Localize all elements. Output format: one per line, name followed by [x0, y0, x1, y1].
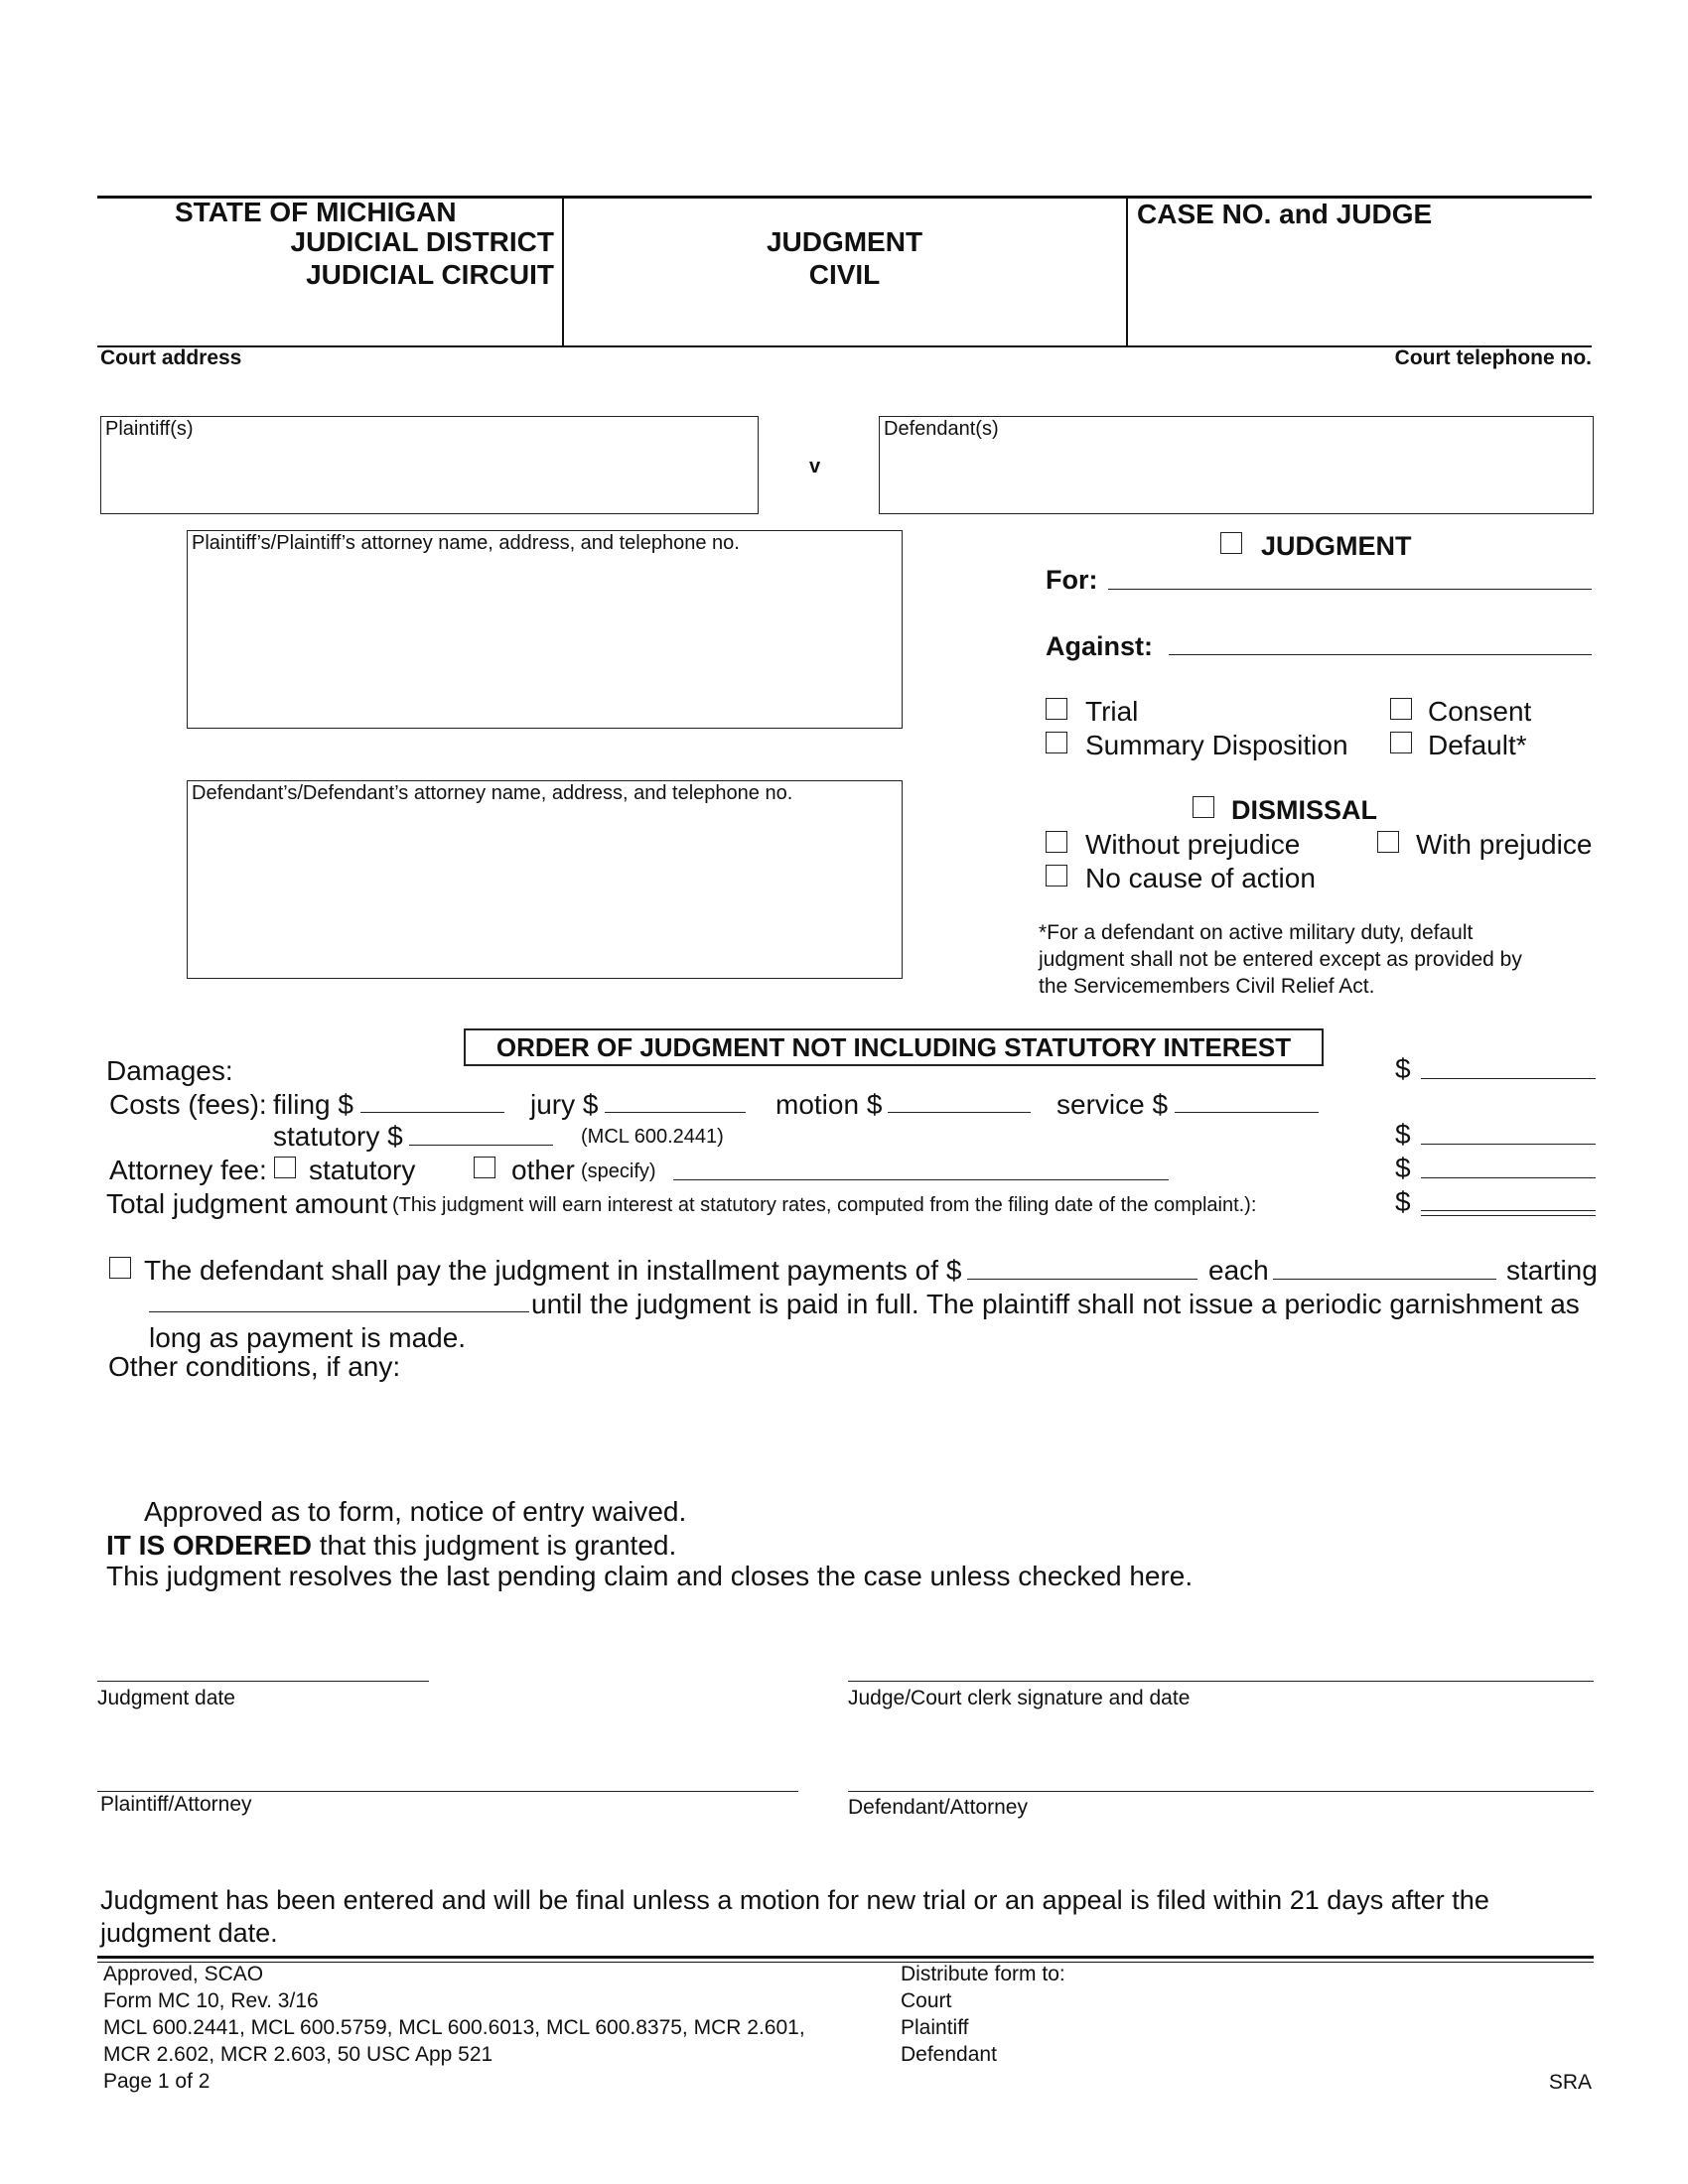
judgment-date-label: Judgment date	[97, 1687, 235, 1709]
final-notice-line2: judgment date.	[100, 1918, 278, 1948]
with-prejudice-checkbox[interactable]	[1377, 831, 1399, 853]
attorney-fee-label: Attorney fee:	[109, 1155, 267, 1185]
starting-label: starting	[1506, 1255, 1598, 1286]
for-label: For:	[1046, 565, 1098, 595]
other-conditions-label: Other conditions, if any:	[108, 1351, 401, 1382]
for-line[interactable]	[1108, 589, 1592, 590]
form-title-judgment: JUDGMENT	[766, 226, 923, 257]
court-telephone-label: Court telephone no.	[1394, 346, 1592, 369]
defendant-attorney-line[interactable]	[848, 1791, 1594, 1792]
footer-page: Page 1 of 2	[103, 2070, 211, 2093]
installment-text: The defendant shall pay the judgment in installment payments of $	[144, 1255, 962, 1286]
attorney-fee-other-label: other	[511, 1155, 575, 1185]
trial-checkbox[interactable]	[1046, 698, 1067, 720]
costs-dollar: $	[1395, 1119, 1411, 1150]
footer-court: Court	[901, 1989, 952, 2012]
service-label: service $	[1056, 1089, 1169, 1120]
defendant-attorney-box[interactable]	[187, 780, 903, 979]
total-dollar: $	[1395, 1186, 1411, 1217]
judge-signature-label: Judge/Court clerk signature and date	[848, 1687, 1191, 1709]
versus-label: v	[809, 456, 821, 478]
judgment-date-line[interactable]	[97, 1681, 429, 1682]
plaintiff-attorney-line[interactable]	[97, 1791, 798, 1792]
no-cause-label: No cause of action	[1085, 863, 1316, 893]
against-line[interactable]	[1169, 654, 1592, 655]
footer-distribute: Distribute form to:	[901, 1963, 1065, 1985]
ordered-rest: that this judgment is granted.	[311, 1530, 677, 1561]
total-judgment-label: Total judgment amount	[106, 1188, 388, 1219]
footer-mcl-line1: MCL 600.2441, MCL 600.5759, MCL 600.6013, MCL 600.8375, MCR 2.601,	[103, 2016, 805, 2039]
damages-label: Damages:	[106, 1055, 233, 1086]
against-label: Against:	[1046, 631, 1153, 661]
service-line[interactable]	[1175, 1112, 1319, 1113]
damages-dollar: $	[1395, 1053, 1411, 1084]
footer-mcl-line2: MCR 2.602, MCR 2.603, 50 USC App 521	[103, 2043, 493, 2066]
jury-label: jury $	[530, 1089, 599, 1120]
defendants-box[interactable]	[879, 416, 1594, 514]
statutory-line[interactable]	[409, 1145, 553, 1146]
defendant-attorney-sig-label: Defendant/Attorney	[848, 1796, 1028, 1819]
defendant-attorney-label: Defendant’s/Defendant’s attorney name, address, and telephone no.	[192, 782, 793, 804]
total-amount-line[interactable]	[1421, 1210, 1596, 1211]
district-label: JUDICIAL DISTRICT	[290, 226, 554, 257]
circuit-label: JUDICIAL CIRCUIT	[306, 259, 554, 290]
form-title-civil: CIVIL	[808, 259, 881, 290]
trial-label: Trial	[1085, 696, 1139, 727]
attorney-fee-statutory-label: statutory	[309, 1155, 416, 1185]
installment-text-2: until the judgment is paid in full. The plaintiff shall not issue a periodic garnishment as	[531, 1289, 1580, 1319]
specify-line[interactable]	[673, 1179, 1169, 1180]
case-no-label: CASE NO. and JUDGE	[1137, 199, 1433, 229]
plaintiffs-label: Plaintiff(s)	[105, 418, 194, 440]
ordered-bold: IT IS ORDERED	[106, 1530, 312, 1561]
starting-date-line[interactable]	[149, 1311, 529, 1312]
dismissal-checkbox[interactable]	[1193, 796, 1214, 818]
military-note-line3: the Servicemembers Civil Relief Act.	[1039, 975, 1375, 998]
judgment-checkbox[interactable]	[1220, 532, 1242, 554]
installment-checkbox[interactable]	[109, 1257, 131, 1279]
total-amount-double-line	[1421, 1215, 1596, 1216]
approved-form-text: Approved as to form, notice of entry waived.	[144, 1496, 687, 1527]
installment-amount-line[interactable]	[967, 1279, 1197, 1280]
header-bottom-rule	[97, 345, 1592, 347]
attorney-fee-amount-line[interactable]	[1421, 1177, 1596, 1178]
default-checkbox[interactable]	[1390, 732, 1412, 753]
default-label: Default*	[1428, 730, 1527, 760]
attorney-fee-other-checkbox[interactable]	[474, 1157, 495, 1178]
ordered-text	[106, 1530, 676, 1562]
without-prejudice-checkbox[interactable]	[1046, 831, 1067, 853]
attorney-fee-dollar: $	[1395, 1153, 1411, 1183]
footer-code: SRA	[1548, 2071, 1592, 2094]
consent-checkbox[interactable]	[1390, 698, 1412, 720]
mcl-label: (MCL 600.2441)	[581, 1126, 724, 1148]
defendants-label: Defendant(s)	[884, 418, 999, 440]
order-title-box	[464, 1028, 1324, 1066]
dismissal-heading: DISMISSAL	[1231, 795, 1378, 825]
filing-line[interactable]	[360, 1112, 504, 1113]
filing-label: filing $	[273, 1089, 353, 1120]
each-line[interactable]	[1273, 1279, 1496, 1280]
footer-rule-thin	[97, 1962, 1594, 1963]
motion-line[interactable]	[888, 1112, 1031, 1113]
judge-signature-line[interactable]	[848, 1681, 1594, 1682]
plaintiff-attorney-sig-label: Plaintiff/Attorney	[100, 1793, 252, 1816]
footer-defendant: Defendant	[901, 2043, 997, 2066]
resolves-text: This judgment resolves the last pending claim and closes the case unless checked here.	[106, 1561, 1194, 1591]
damages-amount-line[interactable]	[1421, 1078, 1596, 1079]
court-address-label: Court address	[100, 346, 242, 369]
statutory-dollar-label: statutory $	[273, 1121, 403, 1152]
summary-disposition-label: Summary Disposition	[1085, 730, 1348, 760]
plaintiff-attorney-label: Plaintiff’s/Plaintiff’s attorney name, address, and telephone no.	[192, 532, 740, 554]
judgment-heading: JUDGMENT	[1261, 531, 1412, 561]
costs-amount-line[interactable]	[1421, 1144, 1596, 1145]
specify-label: (specify)	[581, 1160, 656, 1182]
costs-label: Costs (fees):	[109, 1089, 267, 1120]
header-divider-right	[1126, 198, 1128, 346]
without-prejudice-label: Without prejudice	[1085, 829, 1301, 860]
plaintiff-attorney-box[interactable]	[187, 530, 903, 729]
military-note-line1: *For a defendant on active military duty, default	[1039, 921, 1474, 944]
total-judgment-note: (This judgment will earn interest at statutory rates, computed from the filing date of the complaint.):	[392, 1194, 1257, 1216]
jury-line[interactable]	[605, 1112, 746, 1113]
no-cause-checkbox[interactable]	[1046, 865, 1067, 887]
with-prejudice-label: With prejudice	[1416, 829, 1593, 860]
consent-label: Consent	[1428, 696, 1532, 727]
final-notice-line1: Judgment has been entered and will be final unless a motion for new trial or an appeal is filed within 21 days after the	[100, 1885, 1489, 1915]
summary-disposition-checkbox[interactable]	[1046, 732, 1067, 753]
footer-rule-thick	[97, 1956, 1594, 1959]
attorney-fee-statutory-checkbox[interactable]	[274, 1157, 296, 1178]
footer-plaintiff: Plaintiff	[901, 2016, 969, 2039]
motion-label: motion $	[775, 1089, 883, 1120]
plaintiffs-box[interactable]	[100, 416, 759, 514]
footer-form: Form MC 10, Rev. 3/16	[103, 1989, 319, 2012]
military-note-line2: judgment shall not be entered except as provided by	[1039, 948, 1522, 971]
order-title: ORDER OF JUDGMENT NOT INCLUDING STATUTORY INTEREST	[495, 1032, 1292, 1062]
footer-approved: Approved, SCAO	[103, 1963, 264, 1985]
state-label: STATE OF MICHIGAN	[175, 197, 457, 227]
each-label: each	[1208, 1255, 1269, 1286]
installment-text-3: long as payment is made.	[149, 1322, 467, 1353]
